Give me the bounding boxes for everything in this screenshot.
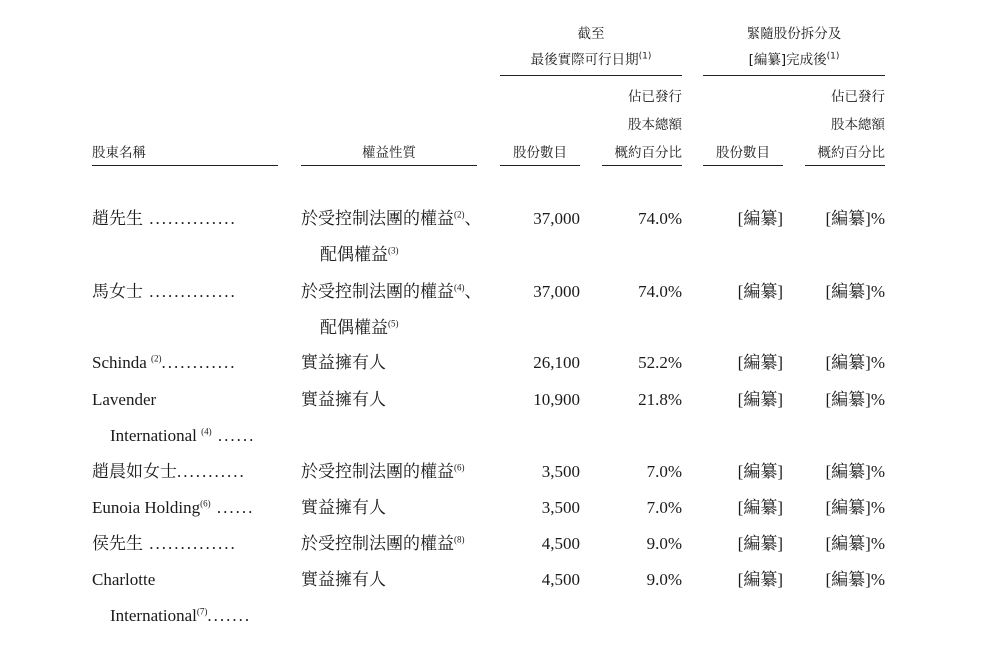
group-a-line1: 截至 [577,26,605,42]
shareholder-name-continued: International $^{(4)}$ ...... [110,426,256,445]
pct-current: 7.0% [646,462,682,481]
col-name-header: 股東名稱 [92,145,146,161]
shareholder-name: 侯先生 .............. [92,534,237,553]
col-pct-b-line1: 佔已發行 [831,89,885,105]
group-b-rule [703,75,885,76]
pct-after: [編纂]% [825,390,885,409]
interest-nature: 於受控制法團的權益$^{(4)}$、 [301,282,482,301]
shares-after: [編纂] [737,209,783,228]
shares-current: 4,500 [541,534,580,553]
interest-nature: 實益擁有人 [301,498,386,517]
interest-nature: 於受控制法團的權益$^{(6)}$ [301,462,465,481]
shares-current: 4,500 [541,570,580,589]
shares-current: 3,500 [541,498,580,517]
col-nature-rule [301,165,477,166]
pct-after: [編纂]% [825,570,885,589]
col-pct-b-line3: 概約百分比 [817,145,885,161]
col-shares-b-header: 股份數目 [716,145,770,161]
col-shares-a-rule [500,165,580,166]
interest-nature: 實益擁有人 [301,570,386,589]
group-b-line1: 緊隨股份拆分及 [746,26,842,42]
shares-current: 10,900 [533,390,580,409]
pct-current: 21.8% [638,390,682,409]
shares-current: 37,000 [533,209,580,228]
col-pct-a-line3: 概約百分比 [614,145,682,161]
shareholder-name: Eunoia Holding$^{(6)}$ ...... [92,498,255,517]
pct-after: [編纂]% [825,498,885,517]
shares-after: [編纂] [737,570,783,589]
col-pct-a-line2: 股本總額 [628,117,682,133]
shareholder-name: Schinda $^{(2)}$............ [92,353,237,372]
interest-nature-continued: 配偶權益$^{(5)}$ [320,318,399,337]
pct-current: 74.0% [638,282,682,301]
group-b-line2: [編纂]完成後$^{(1)}$ [748,51,840,68]
col-name-rule [92,165,278,166]
shares-after: [編纂] [737,498,783,517]
col-shares-a-header: 股份數目 [513,145,567,161]
shareholder-name: 趙先生 .............. [92,209,237,228]
interest-nature: 實益擁有人 [301,353,386,372]
shares-current: 26,100 [533,353,580,372]
col-shares-b-rule [703,165,783,166]
shares-after: [編纂] [737,282,783,301]
shareholder-name: 馬女士 .............. [92,282,237,301]
col-pct-a-line1: 佔已發行 [628,89,682,105]
col-pct-b-rule [805,165,885,166]
pct-current: 9.0% [646,534,682,553]
shares-after: [編纂] [737,390,783,409]
interest-nature: 於受控制法團的權益$^{(8)}$ [301,534,465,553]
shares-after: [編纂] [737,534,783,553]
shares-after: [編纂] [737,462,783,481]
pct-after: [編纂]% [825,353,885,372]
col-pct-b-line2: 股本總額 [831,117,885,133]
col-pct-a-rule [602,165,682,166]
interest-nature: 於受控制法團的權益$^{(2)}$、 [301,209,482,228]
pct-current: 9.0% [646,570,682,589]
shares-after: [編纂] [737,353,783,372]
shareholder-name: Charlotte [92,570,156,589]
group-a-line2: 最後實際可行日期$^{(1)}$ [530,51,652,68]
pct-current: 7.0% [646,498,682,517]
shares-current: 3,500 [541,462,580,481]
interest-nature-continued: 配偶權益$^{(3)}$ [320,245,399,264]
shareholder-name: 趙晨如女士........... [92,462,246,481]
pct-current: 52.2% [638,353,682,372]
pct-after: [編纂]% [825,209,885,228]
group-a-rule [500,75,682,76]
shareholder-name: Lavender [92,390,157,409]
pct-after: [編纂]% [825,462,885,481]
pct-after: [編纂]% [825,534,885,553]
pct-after: [編纂]% [825,282,885,301]
col-nature-header: 權益性質 [362,145,416,161]
pct-current: 74.0% [638,209,682,228]
shareholder-name-continued: International$^{(7)}$....... [110,606,252,625]
shares-current: 37,000 [533,282,580,301]
interest-nature: 實益擁有人 [301,390,386,409]
